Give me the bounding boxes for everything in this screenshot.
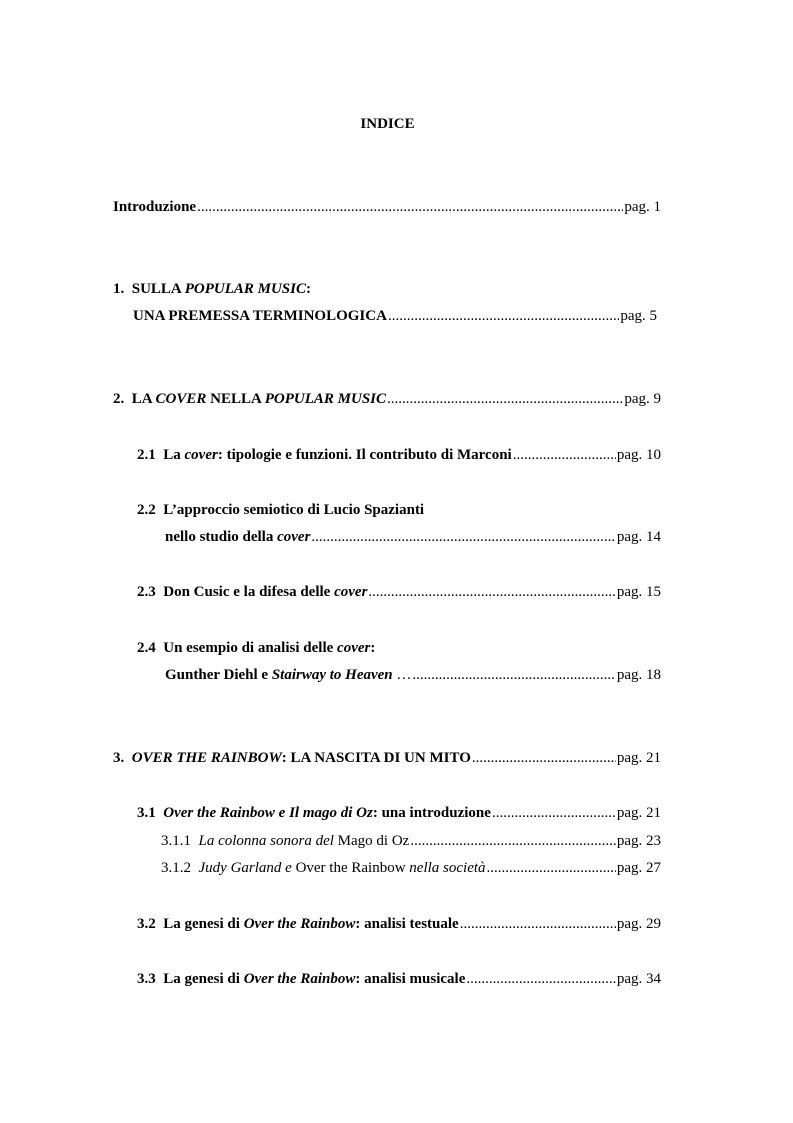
toc-entry-chapter-2[interactable] (113, 390, 661, 408)
chapter-title-part: : (305, 281, 311, 297)
toc-entry-label: nello studio della cover (165, 529, 311, 545)
toc-entry-label: 3.3 La genesi di Over the Rainbow: analisi musicale (137, 971, 466, 987)
dot-leader (472, 749, 616, 767)
page-number: pag. 27 (616, 860, 661, 876)
toc-entry-2-2[interactable] (165, 528, 661, 546)
toc-entry-2-4-heading (137, 639, 375, 657)
dot-leader (460, 915, 616, 933)
chapter-title-italic: POPULAR MUSIC (184, 281, 306, 297)
page-number: pag. 14 (616, 529, 661, 545)
dot-leader (412, 666, 615, 684)
toc-entry-label: 3.1.1 La colonna sonora del Mago di Oz (161, 833, 410, 849)
dot-leader (513, 446, 616, 464)
toc-entry-label: 3.1 Over the Rainbow e Il mago di Oz: una introduzione (137, 805, 491, 821)
page-number: pag. 5 (620, 308, 657, 324)
page-number: pag. 29 (616, 916, 661, 932)
page-number: pag. 9 (624, 391, 661, 407)
page-number: pag. 10 (616, 447, 661, 463)
section-title-italic: cover (337, 640, 371, 656)
section-number: 2.4 (137, 640, 156, 656)
toc-entry-introduzione[interactable] (113, 198, 661, 216)
toc-entry-3-2[interactable] (137, 915, 661, 933)
page-number: pag. 18 (616, 667, 661, 683)
toc-entry-label: Gunther Diehl e Stairway to Heaven … (165, 667, 412, 683)
dot-leader (311, 528, 615, 546)
dot-leader (466, 970, 615, 988)
page-number: pag. 21 (616, 805, 661, 821)
toc-entry-label: Introduzione (113, 199, 197, 215)
section-title: : (370, 640, 376, 656)
page-title: INDICE (360, 116, 415, 132)
toc-entry-2-3[interactable] (137, 583, 661, 601)
dot-leader (410, 832, 616, 850)
toc-entry-2-2-heading (137, 501, 424, 519)
toc-entry-3-1-2[interactable] (161, 859, 661, 877)
toc-entry-label: 3.2 La genesi di Over the Rainbow: analisi testuale (137, 916, 459, 932)
toc-entry-3-1[interactable] (137, 804, 661, 822)
section-title: Un esempio di analisi delle (163, 640, 338, 656)
toc-entry-3-1-1[interactable] (161, 832, 661, 850)
toc-entry-label: 2.1 La cover: tipologie e funzioni. Il contributo di Marconi (137, 447, 512, 463)
page-number: pag. 1 (624, 199, 661, 215)
toc-entry-label: 3. OVER THE RAINBOW: LA NASCITA DI UN MITO (113, 750, 471, 766)
toc-entry-label: 2. LA COVER NELLA POPULAR MUSIC (113, 391, 387, 407)
toc-entry-chapter-3[interactable] (113, 749, 661, 767)
section-title: L’approccio semiotico di Lucio Spazianti (163, 502, 425, 518)
toc-entry-3-3[interactable] (137, 970, 661, 988)
toc-chapter-1-heading (113, 280, 311, 298)
chapter-number: 1. (113, 281, 125, 297)
page-number: pag. 23 (616, 833, 661, 849)
dot-leader (368, 583, 615, 601)
dot-leader (388, 307, 619, 325)
toc-entry-2-4[interactable] (165, 666, 661, 684)
toc-entry-label: 2.3 Don Cusic e la difesa delle cover (137, 584, 368, 600)
toc-entry-2-1[interactable] (137, 446, 661, 464)
page-number: pag. 21 (616, 750, 661, 766)
dot-leader (487, 859, 616, 877)
section-number: 2.2 (137, 502, 156, 518)
toc-entry-label: 3.1.2 Judy Garland e Over the Rainbow nella società (161, 860, 486, 876)
page-number: pag. 34 (616, 971, 661, 987)
toc-entry-chapter-1[interactable] (133, 307, 657, 325)
chapter-title-part: SULLA (131, 281, 185, 297)
dot-leader (197, 198, 623, 216)
dot-leader (492, 804, 616, 822)
toc-entry-label: UNA PREMESSA TERMINOLOGICA (133, 308, 387, 324)
dot-leader (387, 390, 623, 408)
page-number: pag. 15 (616, 584, 661, 600)
